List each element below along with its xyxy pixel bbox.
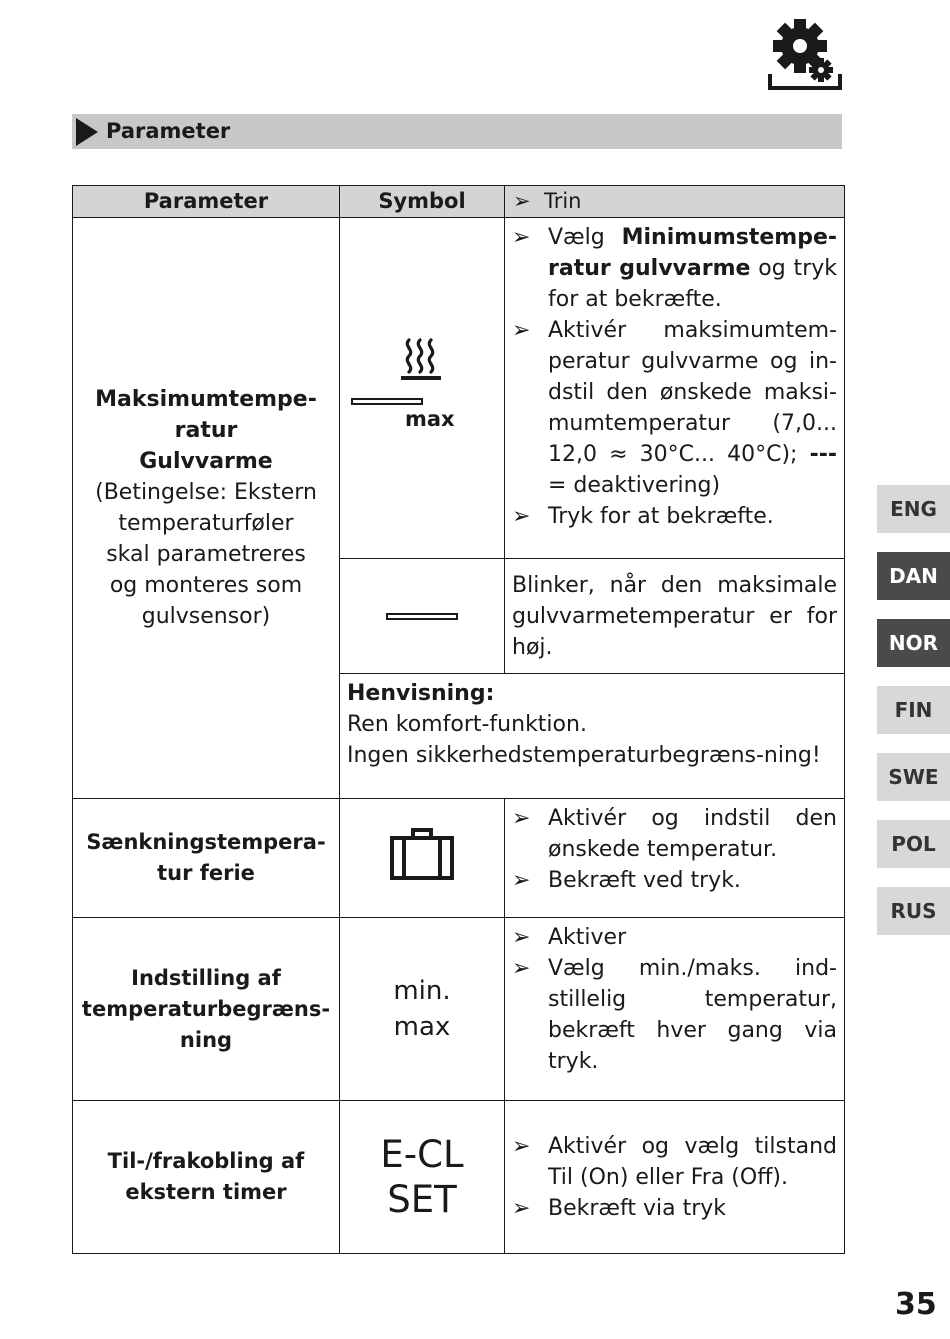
gear-settings-icon	[766, 14, 844, 92]
floor-bar-icon	[386, 613, 458, 620]
floor-heat-icon	[399, 336, 445, 384]
steps-vacation	[505, 799, 845, 918]
max-label: max	[405, 407, 455, 431]
lang-tab-nor[interactable]: NOR	[877, 619, 950, 667]
lang-tab-pol[interactable]: POL	[877, 820, 950, 868]
suitcase-icon	[389, 826, 455, 882]
step-item: ➢ Aktivér og indstil den ønskede temperatur.	[512, 803, 837, 865]
steps-timer	[505, 1101, 845, 1254]
note-line-1: Ren komfort-funktion.	[347, 712, 587, 737]
header-symbol: Symbol	[340, 186, 505, 218]
arrow-icon: ➢	[512, 504, 531, 529]
arrow-icon: ➢	[512, 318, 531, 343]
param-max-floor-title: Maksimumtempe- ratur Gulvvarme	[95, 387, 317, 474]
step-item: ➢ Aktiver	[512, 922, 837, 953]
symbol-vacation	[340, 799, 505, 918]
symbol-limit	[340, 918, 505, 1101]
table-row-vacation	[73, 799, 845, 918]
lang-tab-rus[interactable]: RUS	[877, 887, 950, 935]
table-row-max-floor	[73, 218, 845, 559]
header-step-label: Trin	[543, 189, 582, 213]
param-limit: Indstilling af temperaturbegræns-ning	[73, 918, 340, 1101]
section-triangle-icon	[76, 118, 98, 146]
symbol-timer	[340, 1101, 505, 1254]
section-header	[72, 114, 842, 149]
arrow-icon: ➢	[512, 925, 531, 950]
arrow-icon: ➢	[513, 189, 531, 213]
step-item: ➢ Tryk for at bekræfte.	[512, 501, 837, 532]
note-line-2: Ingen sikkerhedstemperaturbegræns-ning!	[347, 743, 821, 768]
arrow-icon: ➢	[512, 868, 531, 893]
lang-tab-fin[interactable]: FIN	[877, 686, 950, 734]
symbol-max: max	[393, 1012, 451, 1042]
symbol-min: min.	[393, 976, 451, 1006]
param-vacation: Sænkningstempera-tur ferie	[73, 799, 340, 918]
step-item: ➢ Bekræft ved tryk.	[512, 865, 837, 896]
symbol-blink	[340, 559, 505, 674]
table-header-row	[73, 186, 845, 218]
step-item: ➢ Bekræft via tryk	[512, 1193, 837, 1224]
table-row-timer	[73, 1101, 845, 1254]
step-item: ➢ Aktivér og vælg tilstand Til (On) eller Fra (Off).	[512, 1131, 837, 1193]
header-parameter: Parameter	[73, 186, 340, 218]
steps-limit	[505, 918, 845, 1101]
header-step	[505, 186, 845, 218]
symbol-ecl: E-CL	[380, 1133, 464, 1176]
page-number: 35	[895, 1287, 937, 1322]
lang-tab-swe[interactable]: SWE	[877, 753, 950, 801]
note-title: Henvisning:	[347, 681, 495, 706]
parameter-table	[72, 185, 845, 1254]
arrow-icon: ➢	[512, 1133, 531, 1159]
param-max-floor-condition: (Betingelse: Ekstern temperaturføler skal parametreres og monteres som gulvsensor)	[95, 480, 317, 629]
arrow-icon: ➢	[512, 956, 531, 981]
param-max-floor	[73, 218, 340, 799]
step-item: ➢ Vælg Minimumstempe-ratur gulvvarme og tryk for at bekræfte.	[512, 222, 837, 315]
param-timer: Til-/frakobling af ekstern timer	[73, 1101, 340, 1254]
lang-tab-eng[interactable]: ENG	[877, 485, 950, 533]
steps-max-floor	[505, 218, 845, 559]
table-row-limit	[73, 918, 845, 1101]
step-item: ➢ Aktivér maksimumtem-peratur gulvvarme og in-dstil den ønskede maksi-mumtemperatur (7,0... 12,0 ≈ 30°C... 40°C); --- = deaktivering)	[512, 315, 837, 501]
arrow-icon: ➢	[512, 806, 531, 831]
blink-description: Blinker, når den maksimale gulvvarmetemperatur er for høj.	[505, 559, 845, 674]
lang-tab-dan[interactable]: DAN	[877, 552, 950, 600]
note-cell	[340, 674, 845, 799]
arrow-icon: ➢	[512, 225, 531, 250]
arrow-icon: ➢	[512, 1195, 531, 1221]
step-item: ➢ Vælg min./maks. ind-stillelig temperatur, bekræft hver gang via tryk.	[512, 953, 837, 1077]
symbol-max-floor	[340, 218, 505, 559]
symbol-set: SET	[387, 1178, 457, 1221]
section-title: Parameter	[106, 119, 231, 143]
